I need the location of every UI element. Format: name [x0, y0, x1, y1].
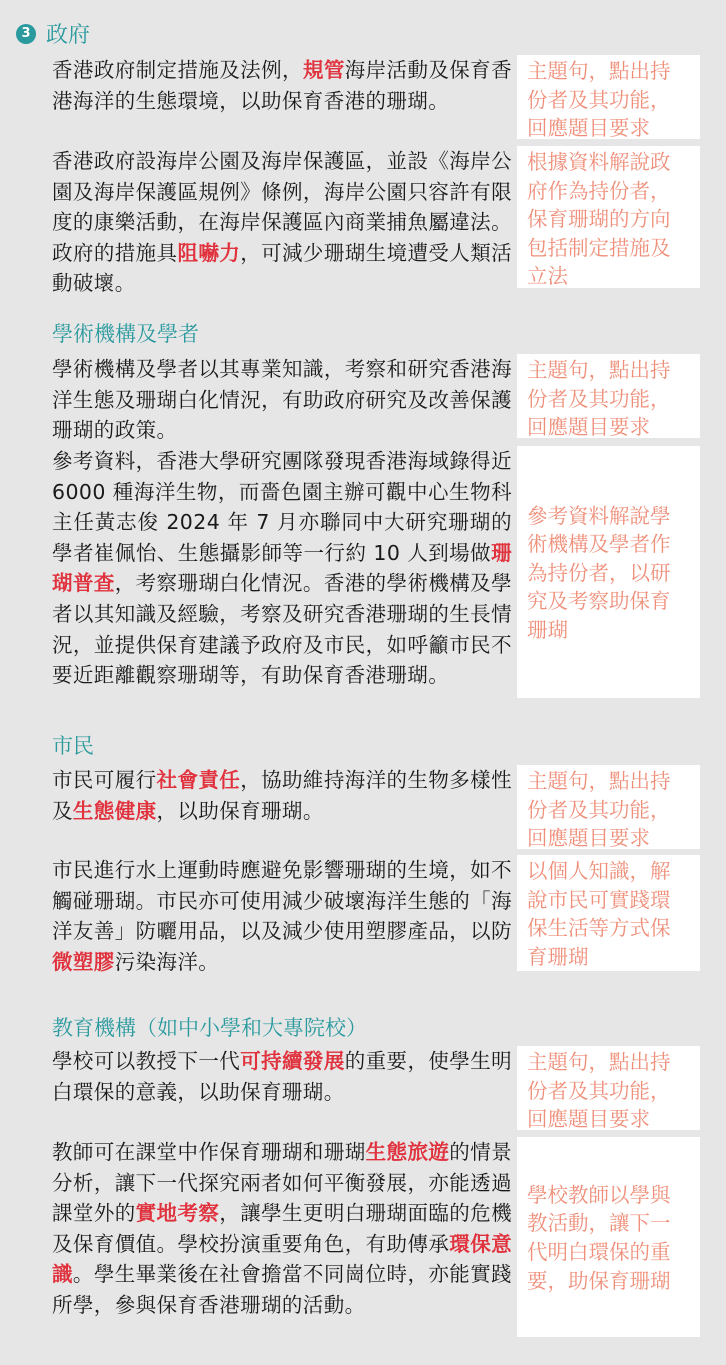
paragraph: 教師可在課堂中作保育珊瑚和珊瑚生態旅遊的情景分析，讓下一代探究兩者如何平衡發展，亦能透過課堂外的實地考察，讓學生更明白珊瑚面臨的危機及保育價值。學校扮演重要角色，有助傳承環保意識。學生畢業後在社會擔當不同崗位時，亦能實踐所學，參與保育香港珊瑚的活動。 — [52, 1140, 512, 1317]
annotation-note: 主題句，點出持份者及其功能，回應題目要求 — [517, 55, 700, 139]
section-title: 市民 — [52, 734, 94, 758]
keyword-highlight: 環保意識 — [52, 1231, 512, 1287]
keyword-highlight: 規管 — [302, 58, 345, 82]
annotation-note: 主題句，點出持份者及其功能，回應題目要求 — [517, 1046, 700, 1130]
paragraph: 學校可以教授下一代可持續發展的重要，使學生明白環保的意義，以助保育珊瑚。 — [52, 1049, 512, 1104]
keyword-highlight: 珊瑚普查 — [52, 540, 512, 596]
keyword-highlight: 可持續發展 — [240, 1049, 345, 1073]
keyword-highlight: 社會責任 — [156, 768, 241, 792]
paragraph: 學術機構及學者以其專業知識，考察和研究香港海洋生態及珊瑚白化情況，有助政府研究及改善保護珊瑚的政策。 — [52, 357, 512, 443]
keyword-highlight: 生態健康 — [72, 798, 157, 823]
paragraph: 市民可履行社會責任，協助維持海洋的生物多樣性及生態健康，以助保育珊瑚。 — [52, 768, 512, 823]
annotation-note: 主題句，點出持份者及其功能，回應題目要求 — [517, 354, 700, 438]
section-header-title: 政府 — [46, 23, 91, 48]
annotation-note: 根據資料解說政府作為持份者，保育珊瑚的方向包括制定措施及立法 — [517, 146, 700, 288]
section-title: 學術機構及學者 — [52, 322, 199, 346]
section-header — [16, 18, 90, 49]
keyword-highlight: 實地考察 — [135, 1201, 220, 1226]
paragraph: 香港政府設海岸公園及海岸保護區，並設《海岸公園及海岸保護區規例》條例，海岸公園只容許有限度的康樂活動，在海岸保護區內商業捕魚屬違法。政府的措施具阻嚇力，可減少珊瑚生境遭受人類活動破壞。 — [52, 149, 513, 296]
keyword-highlight: 阻嚇力 — [177, 240, 241, 265]
paragraph: 參考資料，香港大學研究團隊發現香港海域錄得近 6000 種海洋生物，而嗇色園主辦可觀中心生物科主任黃志俊 2024 年 7 月亦聯同中大研究珊瑚的學者崔佩怡、生態攝影師等一行約 10 人到場做珊瑚普查，考察珊瑚白化情況。香港的學術機構及學者以其知識及經驗，考察及研究香港珊瑚的生長情況，並提供保育建議予政府及市民，如呼籲市民不要近距離觀察珊瑚等，有助保育香港珊瑚。 — [52, 449, 512, 688]
paragraph: 香港政府制定措施及法例，規管海岸活動及保育香港海洋的生態環境，以助保育香港的珊瑚。 — [52, 58, 512, 113]
number-badge: 3 — [16, 24, 36, 44]
annotation-note: 主題句，點出持份者及其功能，回應題目要求 — [517, 765, 700, 849]
annotation-note: 以個人知識，解說市民可實踐環保生活等方式保育珊瑚 — [517, 855, 700, 971]
annotation-note: 參考資料解說學術機構及學者作為持份者，以研究及考察助保育珊瑚 — [517, 446, 700, 698]
keyword-highlight: 微塑膠 — [52, 949, 115, 974]
section-title: 教育機構（如中小學和大專院校） — [52, 1016, 367, 1040]
keyword-highlight: 生態旅遊 — [365, 1140, 450, 1164]
annotation-note: 學校教師以學與教活動，讓下一代明白環保的重要，助保育珊瑚 — [517, 1137, 700, 1337]
paragraph: 市民進行水上運動時應避免影響珊瑚的生境，如不觸碰珊瑚。市民亦可使用減少破壞海洋生態的「海洋友善」防曬用品，以及減少使用塑膠產品，以防微塑膠污染海洋。 — [52, 858, 512, 974]
